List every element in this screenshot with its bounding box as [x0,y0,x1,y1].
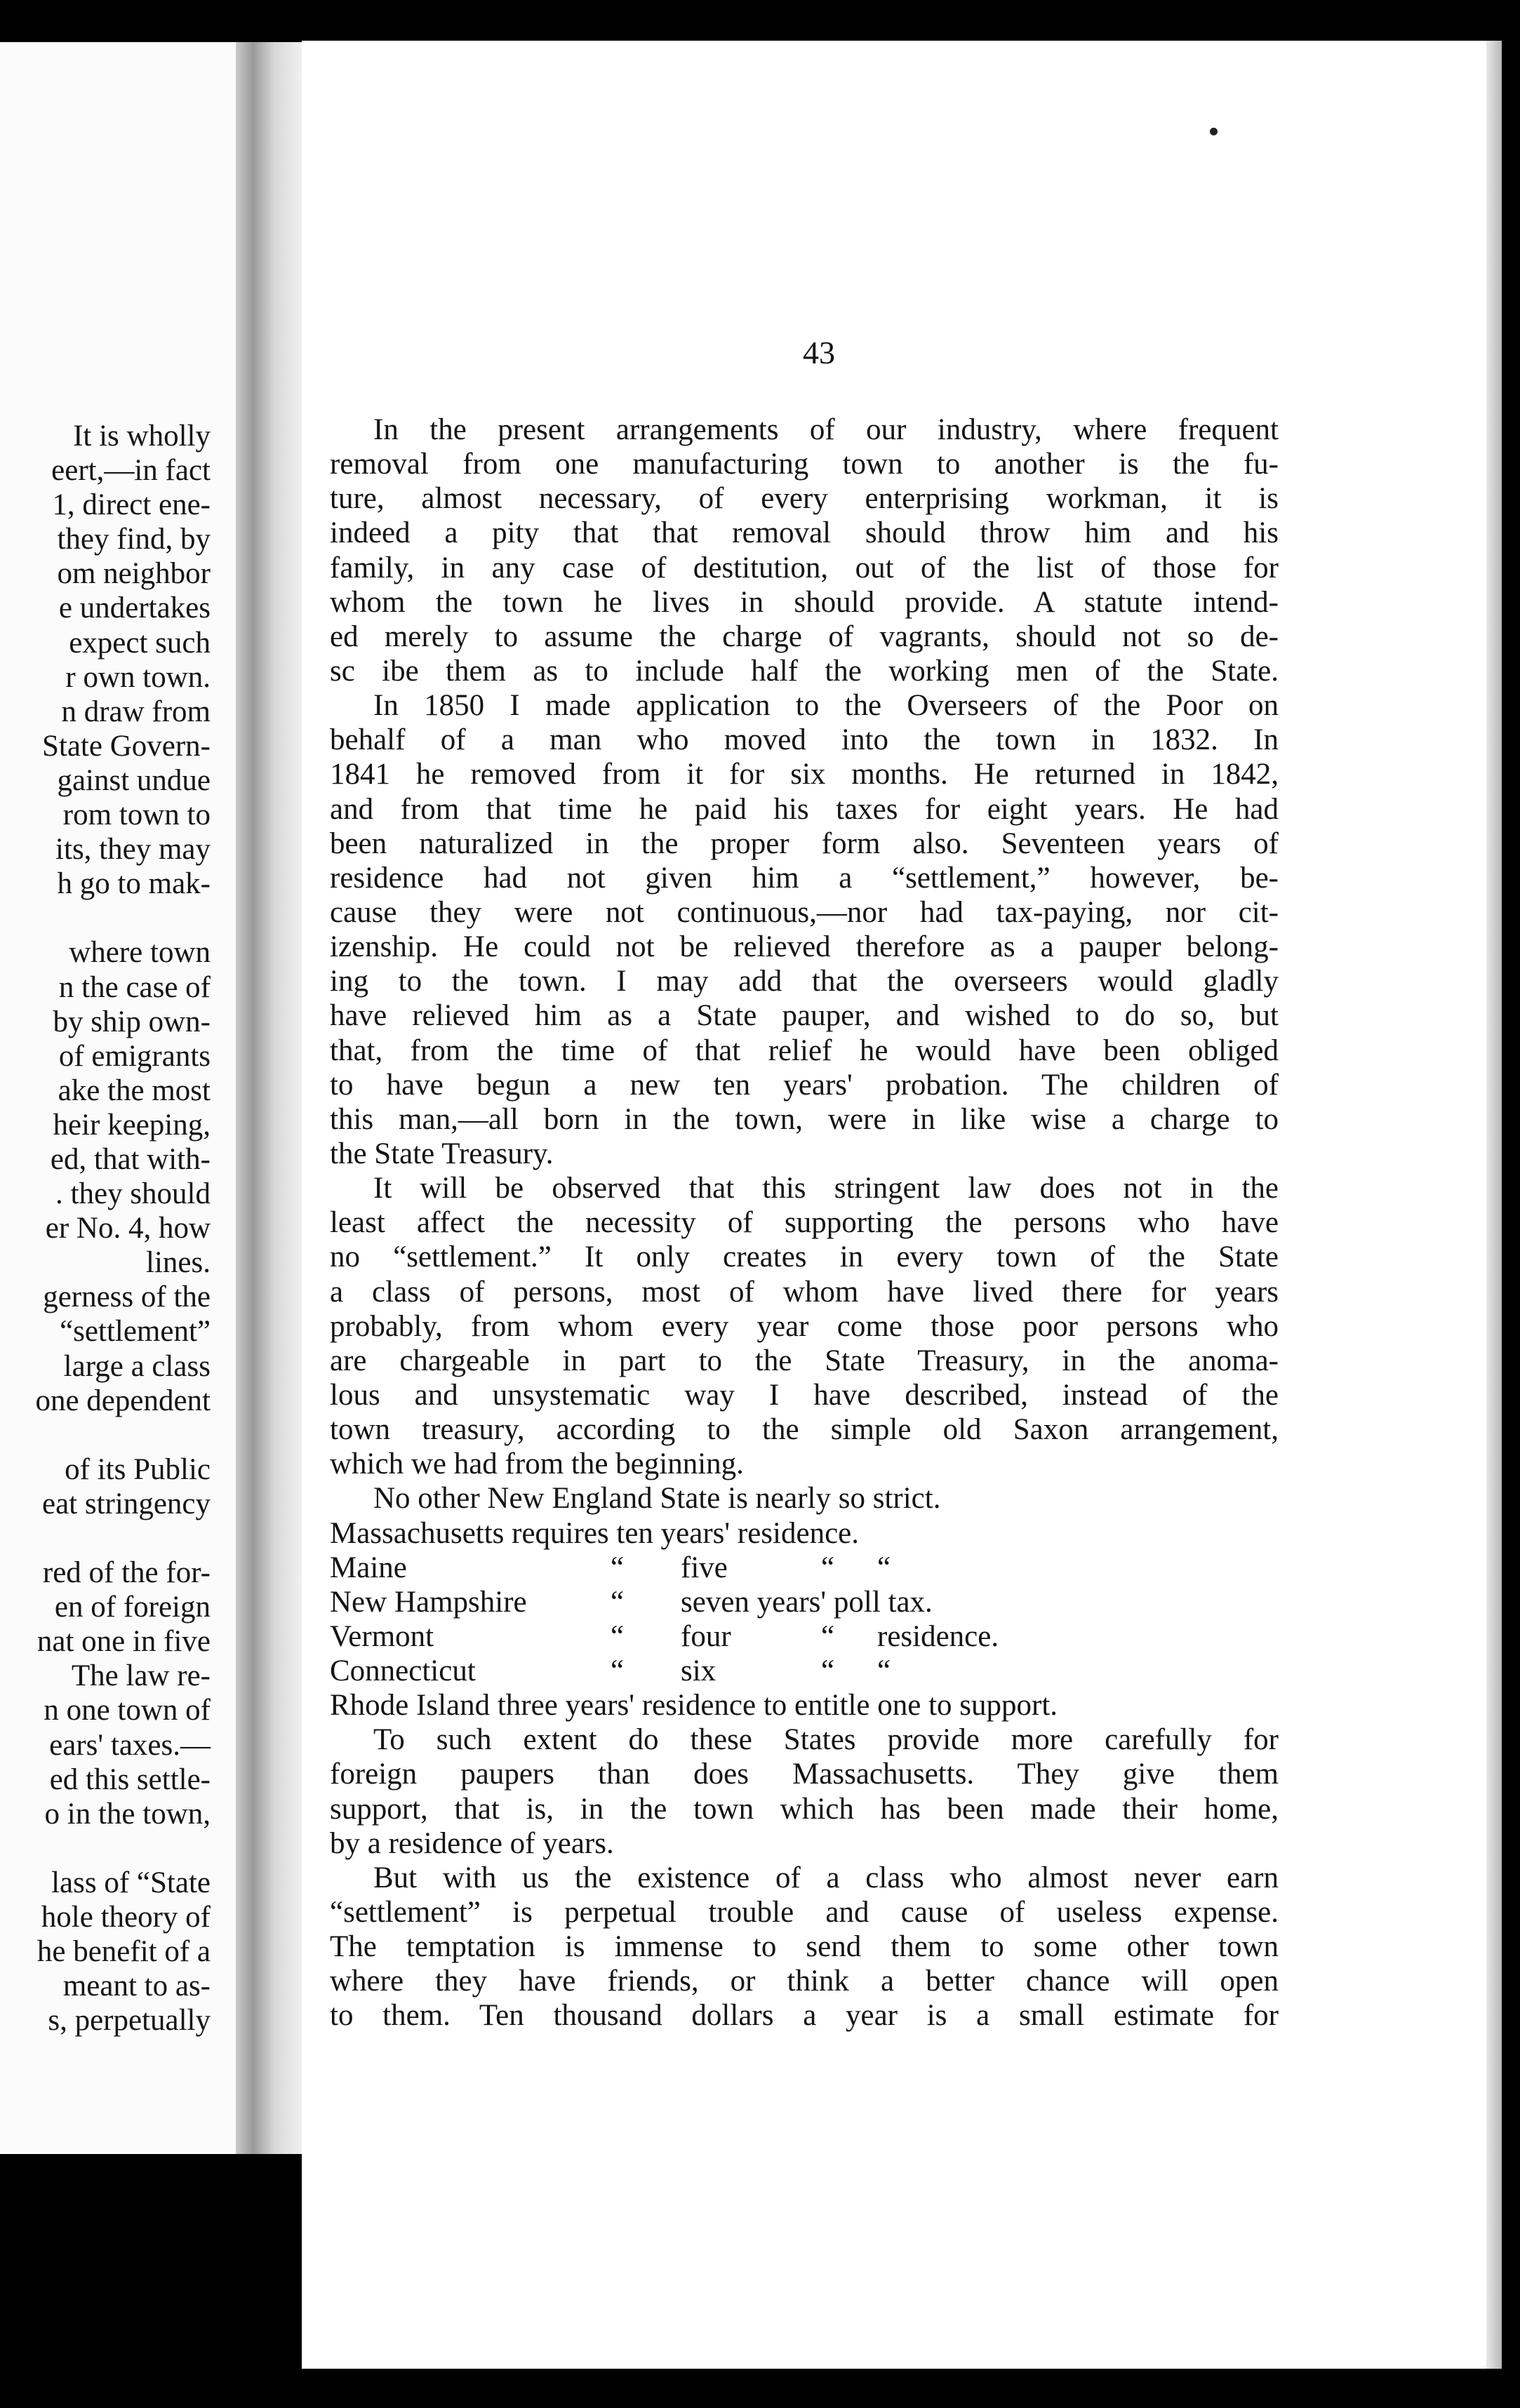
left-line: they find, by [57,523,211,556]
left-line: where town [69,936,211,970]
left-line: eert,—in fact [51,454,211,488]
left-line: ed this settle- [49,1762,211,1796]
left-line [0,1418,211,1452]
text-line: It will be observed that this stringent law does not in the [373,1172,1279,1205]
text-line: cause they were not continuous,—nor had tax-paying, nor cit- [330,895,1279,929]
text-line: family, in any case of destitution, out of the list of those for [330,551,1279,584]
text-line: behalf of a man who moved into the town in 1832. In [330,723,1279,757]
left-line [0,1831,211,1866]
left-line: n draw from [61,695,211,728]
text-line: The temptation is immense to send them to some other town [330,1930,1279,1964]
left-line: meant to as- [62,1969,211,2003]
text-line: are chargeable in part to the State Treasury, in the anoma- [330,1344,1279,1377]
residence-term: six [681,1654,716,1688]
text-line: To such extent do these States provide more carefully for [373,1723,1279,1757]
left-line: he benefit of a [36,1935,211,1969]
residence-table-row [330,1585,1279,1619]
text-line: that, from the time of that relief he would have been obliged [330,1034,1279,1067]
ditto-mark: “ [821,1551,835,1584]
left-line: “settlement” [60,1315,211,1349]
left-line [0,1521,211,1556]
left-line: one dependent [35,1384,211,1417]
text-line: town treasury, according to the simple old Saxon arrangement, [330,1413,1279,1447]
left-line: n one town of [44,1694,211,1727]
left-line: . they should [55,1177,211,1211]
left-line: h go to mak- [57,867,211,901]
residence-table-row [330,1619,1279,1654]
left-line: om neighbor [57,557,211,591]
ditto-mark: “ [611,1585,625,1619]
left-line: ed, that with- [50,1142,211,1176]
left-line: red of the for- [42,1556,211,1590]
text-line: support, that is, in the town which has been made their home, [330,1792,1279,1826]
left-facing-page [0,42,247,2154]
ditto-mark: “ [611,1551,625,1584]
text-line: this man,—all born in the town, were in like wise a charge to [330,1102,1279,1136]
ink-speck [1210,128,1218,135]
left-line: lass of “State [51,1866,211,1899]
left-line: by ship own- [53,1005,211,1038]
left-line: It is wholly [73,420,211,453]
text-line: a class of persons, most of whom have lived there for years [330,1275,1279,1309]
state-name: Connecticut [330,1654,476,1688]
residence-table-row [330,1551,1279,1585]
text-line: to have begun a new ten years' probation. The children of [330,1068,1279,1102]
text-line: No other New England State is nearly so strict. [373,1482,941,1516]
text-line: where they have friends, or think a better chance will open [330,1965,1279,1998]
residence-term: five [681,1551,728,1584]
left-line: of its Public [65,1452,211,1486]
left-line: o in the town, [44,1797,211,1831]
left-line: s, perpetually [48,2004,211,2038]
state-name: Vermont [330,1619,434,1653]
text-line: whom the town he lives in should provide. A statute intend- [330,585,1279,619]
text-line: foreign paupers than does Massachusetts. They give them [330,1758,1279,1791]
text-line: indeed a pity that that removal should throw him and his [330,516,1279,550]
left-line: large a class [63,1349,211,1383]
ditto-mark: “ [611,1619,625,1653]
left-line: en of foreign [54,1591,211,1624]
residence-kind: residence. [877,1619,999,1653]
left-line: ake the most [58,1073,211,1107]
left-line: gainst undue [57,763,211,797]
residence-table-row [330,1654,1279,1688]
text-line: 1841 he removed from it for six months. He returned in 1842, [330,758,1279,791]
ditto-mark: “ [611,1654,625,1688]
ditto-mark: “ [821,1619,835,1653]
text-line: removal from one manufacturing town to another is the fu- [330,448,1279,481]
text-line: least affect the necessity of supporting the persons who have [330,1206,1279,1240]
left-line: nat one in five [36,1625,211,1659]
left-line: State Govern- [41,729,211,763]
text-line: have relieved him as a State pauper, and wished to do so, but [330,999,1279,1033]
text-line: But with us the existence of a class who almost never earn [373,1861,1279,1894]
text-line: In 1850 I made application to the Overseers of the Poor on [373,689,1279,723]
left-line: its, they may [55,833,211,867]
text-line: been naturalized in the proper form also. Seventeen years of [330,827,1279,860]
text-line: lous and unsystematic way I have described, instead of the [330,1378,1279,1412]
left-line: hole theory of [41,1901,211,1934]
text-line: Rhode Island three years' residence to entitle one to support. [330,1689,1058,1723]
page-body-text [330,413,1279,2033]
page-number: 43 [803,335,835,370]
left-line: expect such [69,626,211,660]
residence-term: seven years' poll tax. [681,1585,933,1619]
text-line: sc ibe them as to include half the working men of the State. [330,654,1279,688]
residence-term: four [681,1619,731,1653]
text-line: the State Treasury. [330,1137,554,1170]
left-line: r own town. [65,660,211,694]
text-line: In the present arrangements of our industry, where frequent [373,413,1279,446]
left-line: The law re- [71,1659,211,1693]
text-line: “settlement” is perpetual trouble and cause of useless expense. [330,1896,1279,1929]
left-line: ears' taxes.— [49,1728,211,1762]
book-gutter-shadow [236,42,306,2154]
left-line: er No. 4, how [45,1212,211,1245]
state-name: New Hampshire [330,1585,527,1619]
text-line: probably, from whom every year come those poor persons who [330,1309,1279,1343]
text-line: by a residence of years. [330,1826,614,1860]
text-line: which we had from the beginning. [330,1447,744,1481]
text-line: izenship. He could not be relieved therefore as a pauper belong- [330,930,1279,964]
text-line: residence had not given him a “settlement,” however, be- [330,861,1279,895]
left-line: of emigrants [58,1039,211,1073]
state-name: Maine [330,1551,407,1584]
left-line: eat stringency [42,1487,211,1520]
text-line: ing to the town. I may add that the overseers would gladly [330,965,1279,998]
text-line: no “settlement.” It only creates in every town of the State [330,1240,1279,1274]
left-line: rom town to [62,798,211,832]
left-line: heir keeping, [53,1108,211,1142]
text-line: Massachusetts requires ten years' residence. [330,1516,859,1550]
text-line: ed merely to assume the charge of vagrants, should not so de- [330,620,1279,653]
text-line: to them. Ten thousand dollars a year is a small estimate for [330,1999,1279,2033]
left-page-text [0,419,211,2038]
left-line: e undertakes [58,591,211,625]
left-line: n the case of [58,970,211,1004]
left-line [0,901,211,935]
page-edge-shadow [1486,41,1502,2369]
left-line: lines. [146,1246,211,1280]
ditto-mark: “ [877,1654,891,1688]
ditto-mark: “ [821,1654,835,1688]
left-line: gerness of the [43,1280,211,1314]
text-line: ture, almost necessary, of every enterprising workman, it is [330,482,1279,516]
left-line: 1, direct ene- [52,488,211,522]
ditto-mark: “ [877,1551,891,1584]
text-line: and from that time he paid his taxes for eight years. He had [330,792,1279,826]
